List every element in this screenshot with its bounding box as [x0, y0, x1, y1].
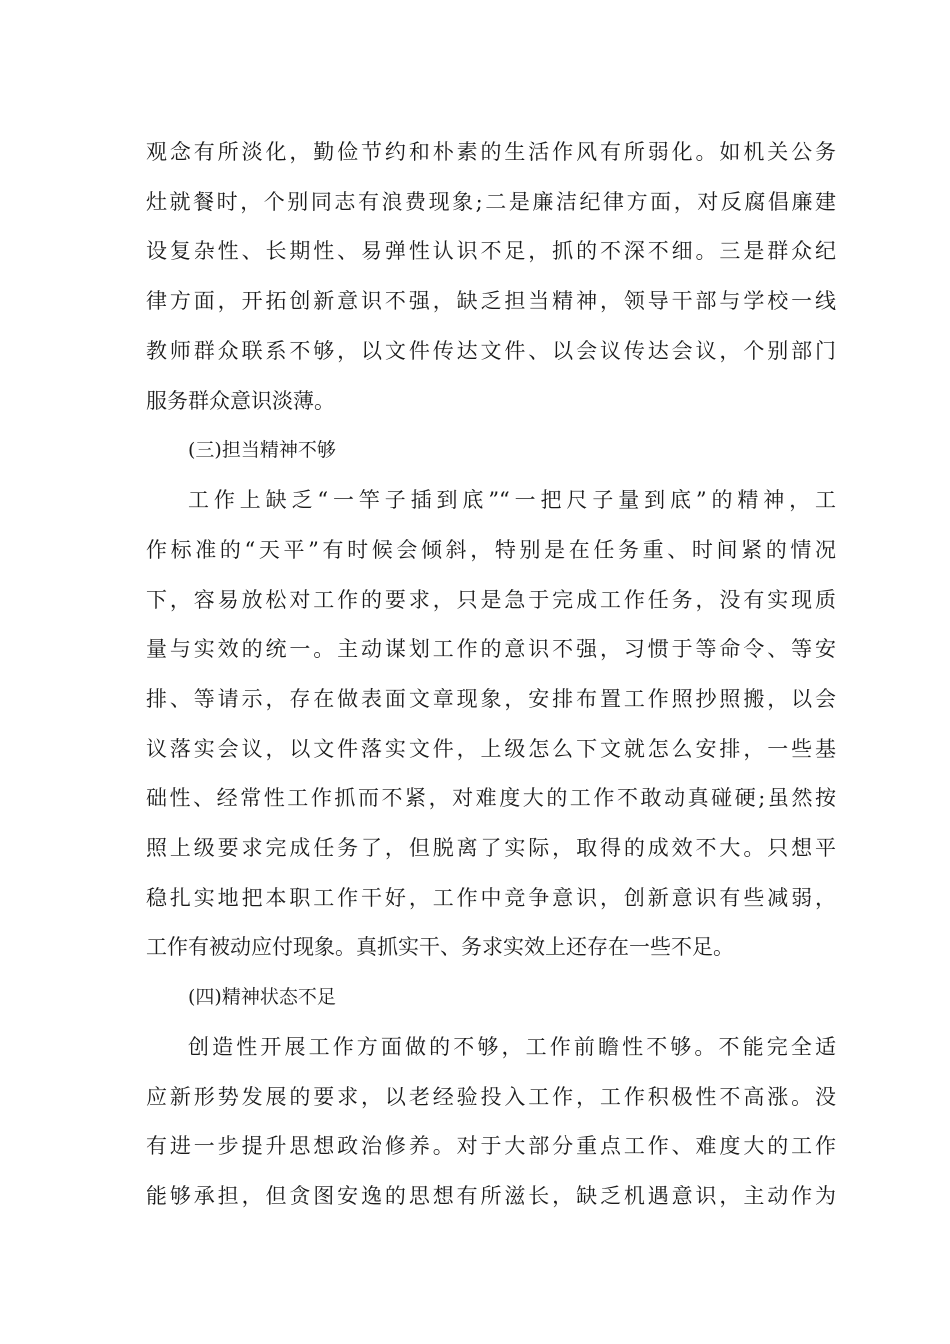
paragraph-2-line-7: 础性、经常性工作抓而不紧，对难度大的工作不敢动真碰硬;虽然按	[146, 786, 836, 810]
section-heading-3: (三)担当精神不够	[188, 439, 336, 461]
paragraph-3-line-1: 创造性开展工作方面做的不够，工作前瞻性不够。不能完全适	[188, 1035, 836, 1059]
paragraph-1-line-4: 律方面，开拓创新意识不强，缺乏担当精神，领导干部与学校一线	[146, 289, 836, 313]
paragraph-1-line-3: 设复杂性、长期性、易弹性认识不足，抓的不深不细。三是群众纪	[146, 239, 836, 263]
paragraph-1-line-1: 观念有所淡化，勤俭节约和朴素的生活作风有所弱化。如机关公务	[146, 140, 836, 164]
paragraph-2-line-10: 工作有被动应付现象。真抓实干、务求实效上还存在一些不足。	[146, 935, 734, 959]
paragraph-1-line-6: 服务群众意识淡薄。	[146, 389, 335, 413]
paragraph-2-line-5: 排、等请示，存在做表面文章现象，安排布置工作照抄照搬，以会	[146, 687, 836, 711]
paragraph-3-line-4: 能够承担，但贪图安逸的思想有所滋长，缺乏机遇意识，主动作为	[146, 1184, 836, 1208]
paragraph-2-line-9: 稳扎实地把本职工作干好，工作中竞争意识，创新意识有些减弱，	[146, 886, 836, 910]
paragraph-2-line-6: 议落实会议，以文件落实文件，上级怎么下文就怎么安排，一些基	[146, 737, 836, 761]
paragraph-3-line-2: 应新形势发展的要求，以老经验投入工作，工作积极性不高涨。没	[146, 1085, 836, 1109]
paragraph-2-line-3: 下，容易放松对工作的要求，只是急于完成工作任务，没有实现质	[146, 588, 836, 612]
paragraph-1-line-5: 教师群众联系不够，以文件传达文件、以会议传达会议，个别部门	[146, 339, 836, 363]
paragraph-2-line-1: 工作上缺乏“一竿子插到底”“一把尺子量到底”的精神，工	[188, 488, 836, 512]
paragraph-2-line-8: 照上级要求完成任务了，但脱离了实际，取得的成效不大。只想平	[146, 836, 836, 860]
paragraph-1-line-2: 灶就餐时，个别同志有浪费现象;二是廉洁纪律方面，对反腐倡廉建	[146, 190, 836, 214]
paragraph-3-line-3: 有进一步提升思想政治修养。对于大部分重点工作、难度大的工作	[146, 1134, 836, 1158]
paragraph-2-line-4: 量与实效的统一。主动谋划工作的意识不强，习惯于等命令、等安	[146, 637, 836, 661]
paragraph-2-line-2: 作标准的“天平”有时候会倾斜，特别是在任务重、时间紧的情况	[146, 538, 836, 562]
section-heading-4: (四)精神状态不足	[188, 986, 336, 1008]
